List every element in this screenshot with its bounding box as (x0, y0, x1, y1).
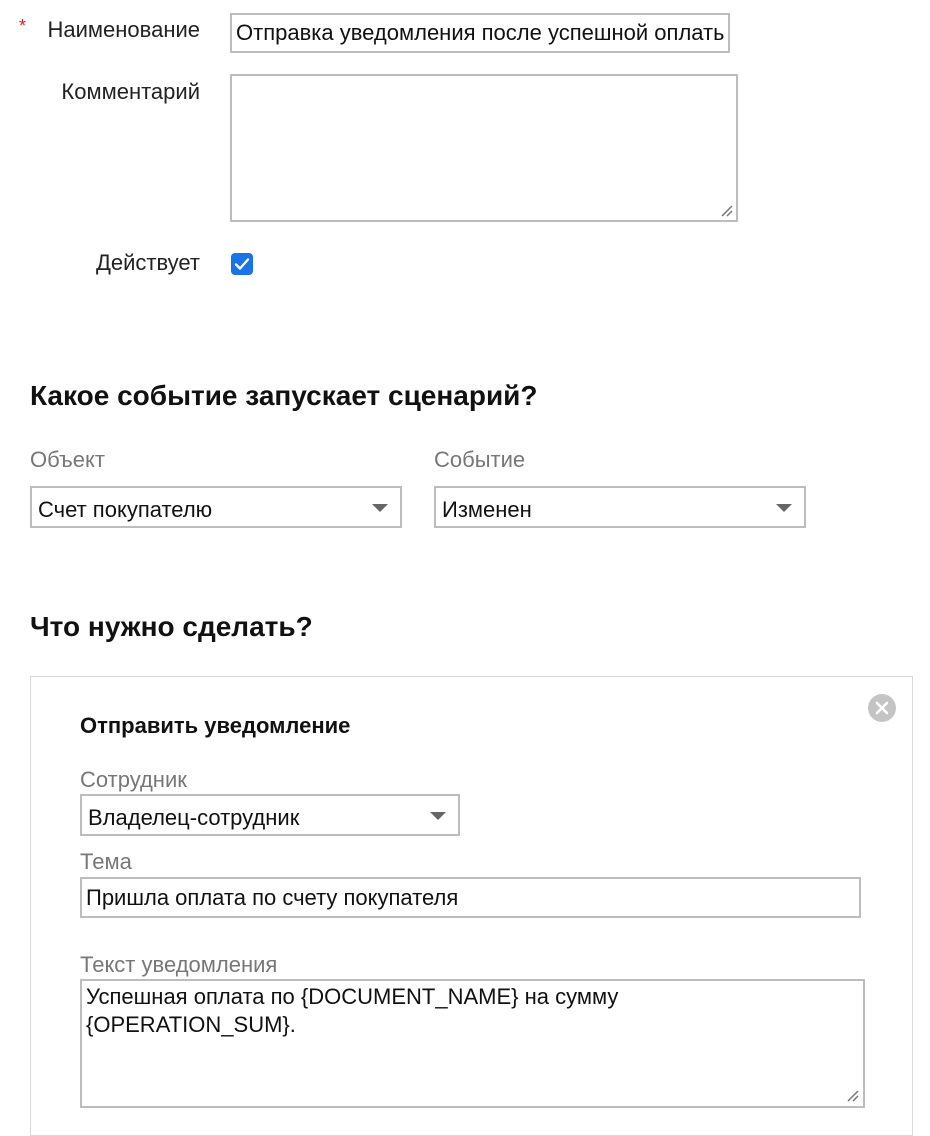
event-select-value: Изменен (442, 497, 532, 522)
active-label: Действует (95, 250, 200, 275)
notification-action-card (30, 676, 913, 1136)
object-select-value: Счет покупателю (38, 497, 213, 522)
employee-select[interactable] (80, 794, 460, 836)
body-label: Текст уведомления (80, 952, 278, 977)
employee-label: Сотрудник (80, 767, 187, 792)
comment-textarea[interactable] (230, 74, 738, 222)
caret-down-icon (776, 504, 792, 512)
active-checkbox[interactable] (231, 253, 253, 275)
resize-grip-icon[interactable] (847, 1090, 859, 1102)
caret-down-icon (430, 812, 446, 820)
action-title: Отправить уведомление (80, 713, 351, 738)
comment-label: Комментарий (61, 79, 200, 104)
subject-input[interactable] (80, 877, 861, 918)
caret-down-icon (372, 504, 388, 512)
event-select[interactable] (434, 486, 806, 528)
object-label: Объект (30, 447, 105, 472)
trigger-heading: Какое событие запускает сценарий? (30, 380, 538, 411)
actions-heading: Что нужно сделать? (30, 611, 313, 642)
name-label: Наименование (47, 17, 200, 42)
name-input[interactable] (230, 13, 730, 53)
resize-grip-icon[interactable] (721, 205, 733, 217)
event-label: Событие (434, 447, 526, 472)
required-mark: * (19, 16, 27, 36)
subject-label: Тема (80, 849, 132, 874)
object-select[interactable] (30, 486, 402, 528)
close-circle-icon (875, 701, 889, 715)
employee-select-value: Владелец-сотрудник (88, 805, 300, 830)
remove-action-button[interactable] (868, 694, 896, 722)
check-icon (234, 256, 250, 272)
body-textarea[interactable] (80, 979, 865, 1108)
